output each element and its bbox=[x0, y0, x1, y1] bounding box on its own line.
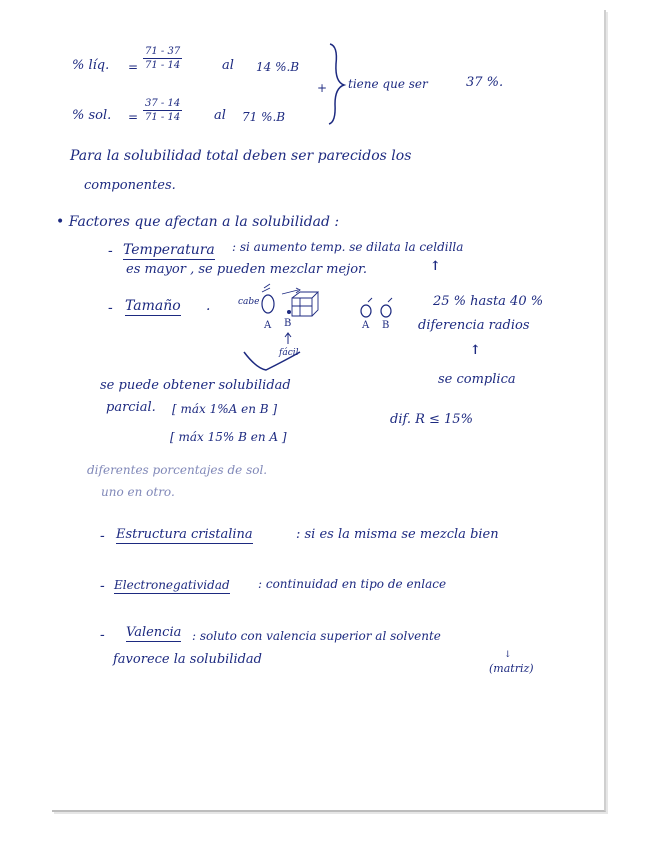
complica-arrow: ↑ bbox=[470, 343, 481, 358]
radius-difference: dif. R ≤ 15% bbox=[390, 412, 473, 427]
sketch-label-b: B bbox=[284, 318, 292, 329]
liquid-denominator: 71 - 14 bbox=[145, 60, 181, 71]
structure-label: Estructura cristalina bbox=[116, 527, 253, 542]
solid-percent-label: % sol. bbox=[72, 108, 112, 123]
solid-denominator: 71 - 14 bbox=[145, 112, 181, 123]
faint-note-line1: diferentes porcentajes de sol. bbox=[87, 463, 268, 477]
structure-text: : si es la misma se mezcla bien bbox=[296, 527, 499, 542]
size-range-line2: diferencia radios bbox=[418, 318, 530, 333]
complica-text: se complica bbox=[438, 372, 516, 387]
right-atom-a bbox=[361, 305, 371, 317]
atom-b-dot bbox=[287, 310, 291, 314]
factors-title: • Factores que afectan a la solubilidad : bbox=[56, 214, 340, 230]
right-atom-b-mark bbox=[388, 298, 392, 302]
valence-line2: favorece la solubilidad bbox=[113, 652, 263, 667]
solid-equals: = bbox=[128, 110, 139, 124]
temperature-line2: es mayor , se pueden mezclar mejor. bbox=[126, 262, 367, 277]
partial-line2: parcial. bbox=[106, 400, 156, 415]
matrix-note: (matriz) bbox=[489, 662, 534, 675]
liquid-value: 14 %.B bbox=[256, 60, 300, 74]
right-atom-a-mark bbox=[368, 298, 372, 302]
right-atom-b bbox=[381, 305, 391, 317]
brace-note: tiene que ser bbox=[348, 77, 428, 91]
insert-arrow bbox=[282, 290, 298, 294]
partial-line1: se puede obtener solubilidad bbox=[100, 378, 291, 393]
easy-note: fácil bbox=[279, 348, 299, 358]
max-b-in-a: [ máx 15% B en A ] bbox=[170, 430, 287, 444]
max-a-in-b: [ máx 1%A en B ] bbox=[172, 402, 278, 416]
valence-label: Valencia bbox=[126, 625, 182, 640]
liquid-at: al bbox=[222, 58, 234, 73]
matrix-arrow: ↓ bbox=[504, 650, 512, 660]
plus-sign: + bbox=[317, 81, 328, 95]
solubility-total-line2: componentes. bbox=[84, 178, 176, 193]
faint-note-line2: uno en otro. bbox=[101, 485, 175, 499]
temperature-bullet: - bbox=[108, 243, 113, 259]
cell-note: cabe bbox=[238, 297, 260, 307]
right-label-b: B bbox=[382, 320, 390, 331]
atom-a-marks bbox=[262, 284, 270, 292]
valence-bullet: - bbox=[100, 627, 105, 643]
size-range: 25 % hasta 40 % bbox=[433, 294, 544, 309]
temperature-label: Temperatura bbox=[123, 242, 215, 258]
liquid-equals: = bbox=[128, 60, 139, 74]
right-label-a: A bbox=[362, 320, 370, 331]
size-bullet: - bbox=[108, 300, 113, 316]
solid-value: 71 %.B bbox=[242, 110, 286, 124]
electro-bullet: - bbox=[100, 578, 105, 594]
liquid-percent-label: % líq. bbox=[72, 58, 110, 73]
structure-bullet: - bbox=[100, 528, 105, 544]
size-dot: . bbox=[206, 298, 211, 314]
sketch-label-a: A bbox=[264, 320, 272, 331]
valence-text: : soluto con valencia superior al solvente bbox=[192, 629, 441, 643]
electro-text: : continuidad en tipo de enlace bbox=[258, 577, 447, 591]
brace-note-value: 37 %. bbox=[466, 75, 504, 90]
atom-a-circle bbox=[262, 295, 274, 313]
solid-at: al bbox=[214, 108, 226, 123]
size-label: Tamaño bbox=[125, 298, 181, 314]
liquid-numerator: 71 - 37 bbox=[145, 46, 181, 57]
crystal-cube bbox=[292, 292, 318, 316]
solid-numerator: 37 - 14 bbox=[145, 98, 181, 109]
temperature-line1: : si aumento temp. se dilata la celdilla bbox=[232, 240, 464, 254]
electro-label: Electronegatividad bbox=[114, 578, 230, 592]
temperature-arrow: ↑ bbox=[430, 259, 441, 274]
solubility-total-line1: Para la solubilidad total deben ser parecidos los bbox=[70, 148, 412, 164]
